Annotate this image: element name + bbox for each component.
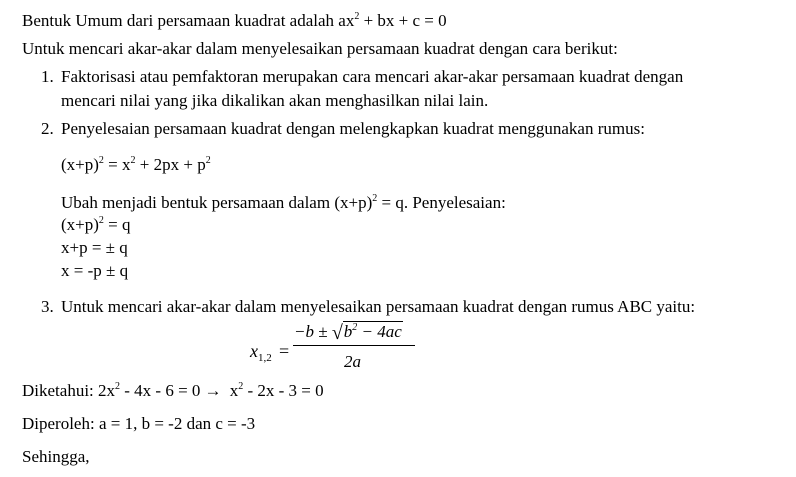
known-line bbox=[22, 380, 324, 402]
known-text: - 2x - 3 = 0 bbox=[243, 381, 324, 400]
conclusion-line: Sehingga, bbox=[22, 447, 90, 466]
formula-denominator: 2a bbox=[344, 352, 361, 371]
solution-step-2: x+p = ± q bbox=[61, 238, 128, 257]
list-item-text: Untuk mencari akar-akar dalam menyelesaikan persamaan kuadrat dengan rumus ABC yaitu: bbox=[61, 297, 696, 316]
exponent: 2 bbox=[372, 193, 378, 204]
step-text: = q bbox=[103, 215, 131, 234]
general-form-text: + bx + c = 0 bbox=[359, 11, 447, 30]
list-number: 1. bbox=[41, 67, 54, 86]
exponent: 2 bbox=[130, 155, 136, 166]
transform-line bbox=[61, 192, 506, 214]
general-form-line bbox=[22, 10, 447, 32]
list-item-2 bbox=[41, 118, 645, 140]
solution-step-3: x = -p ± q bbox=[61, 261, 129, 280]
abc-formula bbox=[250, 318, 430, 376]
list-number: 2. bbox=[41, 119, 54, 138]
known-text: x bbox=[225, 381, 239, 400]
radicand-rest: − 4ac bbox=[357, 322, 402, 341]
radicand bbox=[343, 321, 403, 341]
transform-text: = q. Penyelesaian: bbox=[377, 193, 506, 212]
formula-subscript: 1,2 bbox=[258, 352, 272, 364]
exponent: 2 bbox=[98, 155, 104, 166]
list-item-3 bbox=[41, 296, 695, 318]
exponent: 2 bbox=[352, 322, 358, 333]
right-arrow-icon: → bbox=[204, 381, 222, 400]
formula-part: (x+p) bbox=[61, 155, 99, 174]
exponent: 2 bbox=[205, 155, 211, 166]
exponent: 2 bbox=[98, 215, 104, 226]
radicand-b: b bbox=[343, 322, 353, 341]
general-form-text: Bentuk Umum dari persamaan kuadrat adalah ax bbox=[22, 11, 355, 30]
obtained-line: Diperoleh: a = 1, b = -2 dan c = -3 bbox=[22, 414, 256, 433]
formula-equals: = bbox=[279, 341, 290, 361]
numerator-prefix: −b ± bbox=[294, 322, 332, 341]
formula-part: = x bbox=[103, 155, 131, 174]
completing-square-formula bbox=[61, 154, 211, 176]
formula-numerator bbox=[294, 320, 403, 343]
known-text: Diketahui: 2x bbox=[22, 381, 116, 400]
formula-variable: x bbox=[250, 341, 258, 361]
list-item-text: Penyelesaian persamaan kuadrat dengan melengkapkan kuadrat menggunakan rumus: bbox=[61, 119, 645, 138]
list-number: 3. bbox=[41, 297, 54, 316]
exponent: 2 bbox=[115, 381, 121, 392]
list-item-text: Faktorisasi atau pemfaktoran merupakan cara mencari akar-akar persamaan kuadrat dengan bbox=[61, 67, 684, 86]
list-item-1 bbox=[41, 66, 683, 88]
exponent: 2 bbox=[354, 11, 360, 22]
transform-text: Ubah menjadi bentuk persamaan dalam (x+p) bbox=[61, 193, 373, 212]
formula-part: + 2px + p bbox=[135, 155, 206, 174]
method-intro-line: Untuk mencari akar-akar dalam menyelesaikan persamaan kuadrat dengan cara berikut: bbox=[22, 39, 618, 58]
solution-step-1 bbox=[61, 214, 131, 236]
known-text: - 4x - 6 = 0 bbox=[120, 381, 201, 400]
list-item-1-continuation: mencari nilai yang jika dikalikan akan menghasilkan nilai lain. bbox=[61, 91, 489, 110]
formula-lhs bbox=[250, 340, 272, 362]
exponent: 2 bbox=[238, 381, 244, 392]
square-root-icon: √ bbox=[331, 322, 343, 344]
step-text: (x+p) bbox=[61, 215, 99, 234]
fraction-bar bbox=[293, 345, 415, 346]
